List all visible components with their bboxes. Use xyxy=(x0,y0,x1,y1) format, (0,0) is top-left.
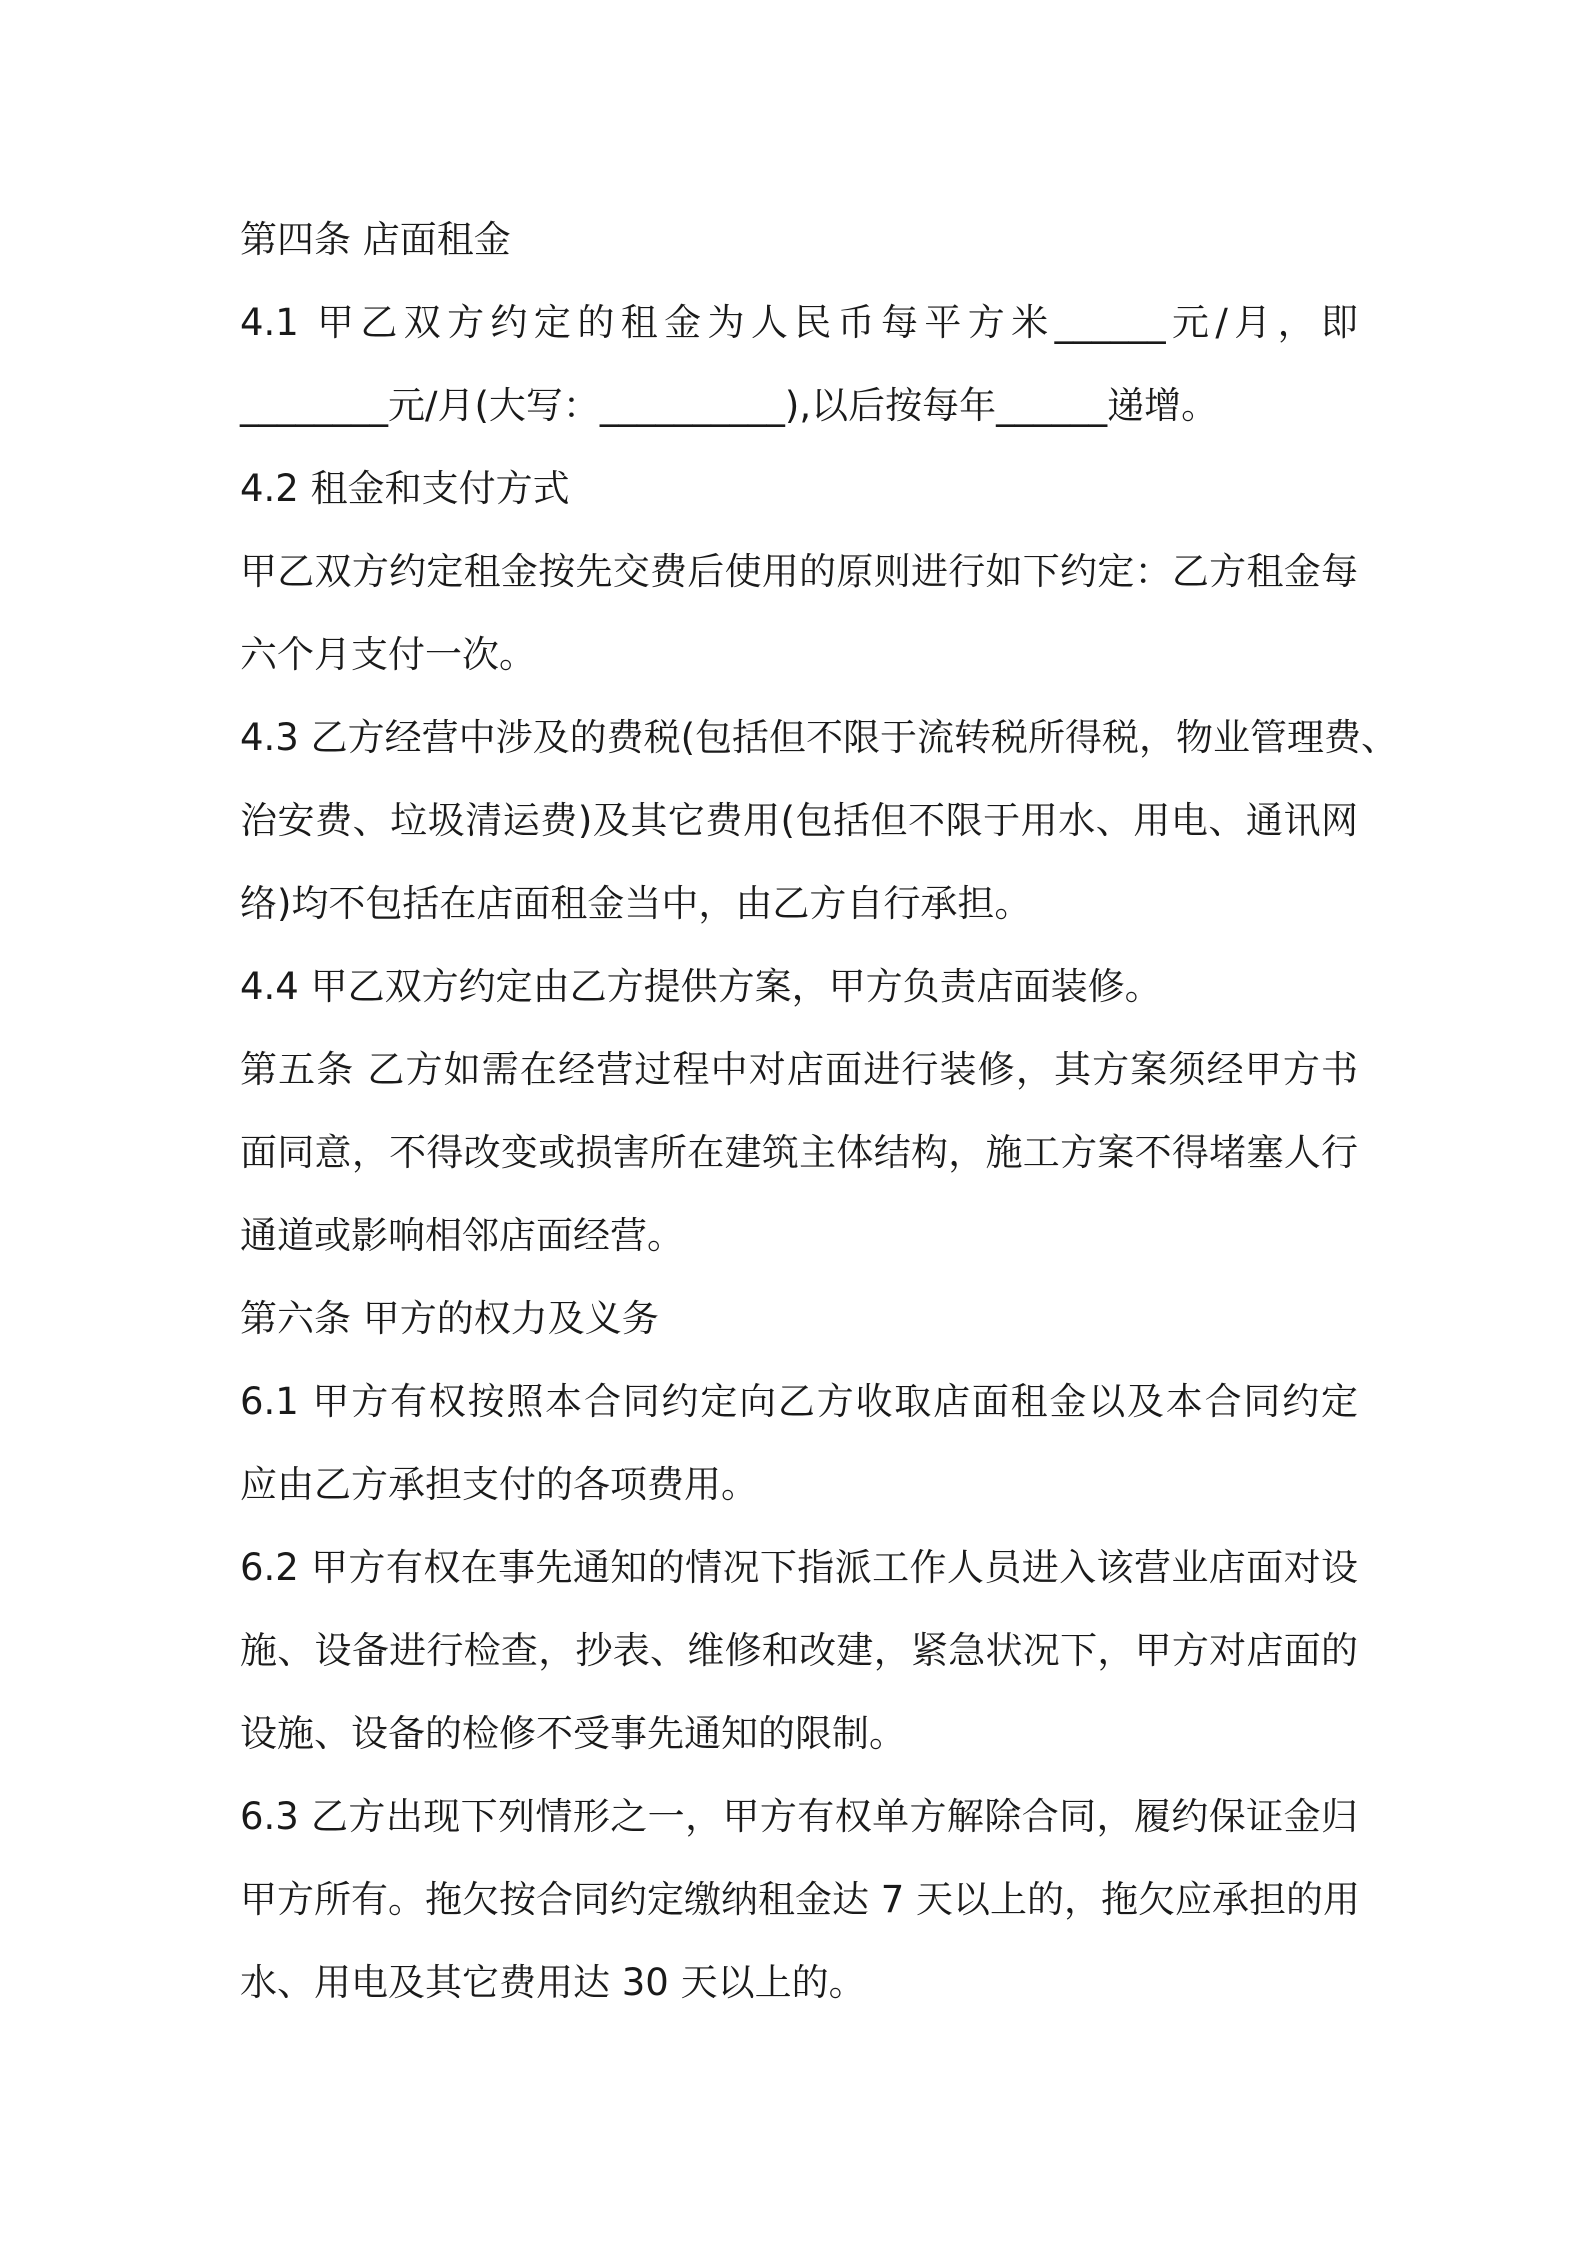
clause-4-3-line-2: 治安费、垃圾清运费)及其它费用(包括但不限于用水、用电、通讯网 xyxy=(240,799,1358,842)
clause-4-1-line-2: ________元/月(大写：__________),以后按每年______递增。 xyxy=(240,384,1219,427)
article-5-line-3: 通道或影响相邻店面经营。 xyxy=(240,1214,684,1257)
clause-6-1-line-1: 6.1 甲方有权按照本合同约定向乙方收取店面租金以及本合同约定 xyxy=(240,1380,1358,1423)
clause-4-2-heading: 4.2 租金和支付方式 xyxy=(240,467,570,510)
clause-4-1-line-1: 4.1 甲乙双方约定的租金为人民币每平方米______元/月，即 xyxy=(240,301,1358,344)
clause-4-3-line-1: 4.3 乙方经营中涉及的费税(包括但不限于流转税所得税，物业管理费、 xyxy=(240,716,1399,759)
clause-4-4: 4.4 甲乙双方约定由乙方提供方案，甲方负责店面装修。 xyxy=(240,965,1162,1008)
clause-4-2-line-1: 甲乙双方约定租金按先交费后使用的原则进行如下约定：乙方租金每 xyxy=(240,550,1358,593)
clause-6-2-line-1: 6.2 甲方有权在事先通知的情况下指派工作人员进入该营业店面对设 xyxy=(240,1546,1358,1589)
clause-6-3-line-3: 水、用电及其它费用达 30 天以上的。 xyxy=(240,1961,866,2004)
contract-body xyxy=(240,198,1399,2024)
clause-4-3-line-3: 络)均不包括在店面租金当中，由乙方自行承担。 xyxy=(240,882,1032,925)
clause-6-3-line-1: 6.3 乙方出现下列情形之一，甲方有权单方解除合同，履约保证金归 xyxy=(240,1795,1358,1838)
article-4-heading: 第四条 店面租金 xyxy=(240,218,511,261)
clause-4-2-line-2: 六个月支付一次。 xyxy=(240,633,536,676)
article-6-heading: 第六条 甲方的权力及义务 xyxy=(240,1297,659,1340)
clause-6-1-line-2: 应由乙方承担支付的各项费用。 xyxy=(240,1463,758,1506)
article-5-line-2: 面同意，不得改变或损害所在建筑主体结构，施工方案不得堵塞人行 xyxy=(240,1131,1358,1174)
clause-6-2-line-2: 施、设备进行检查，抄表、维修和改建，紧急状况下，甲方对店面的 xyxy=(240,1629,1358,1672)
clause-6-2-line-3: 设施、设备的检修不受事先通知的限制。 xyxy=(240,1712,906,1755)
clause-6-3-line-2: 甲方所有。拖欠按合同约定缴纳租金达 7 天以上的，拖欠应承担的用 xyxy=(240,1878,1361,1921)
article-5-line-1: 第五条 乙方如需在经营过程中对店面进行装修，其方案须经甲方书 xyxy=(240,1048,1358,1091)
